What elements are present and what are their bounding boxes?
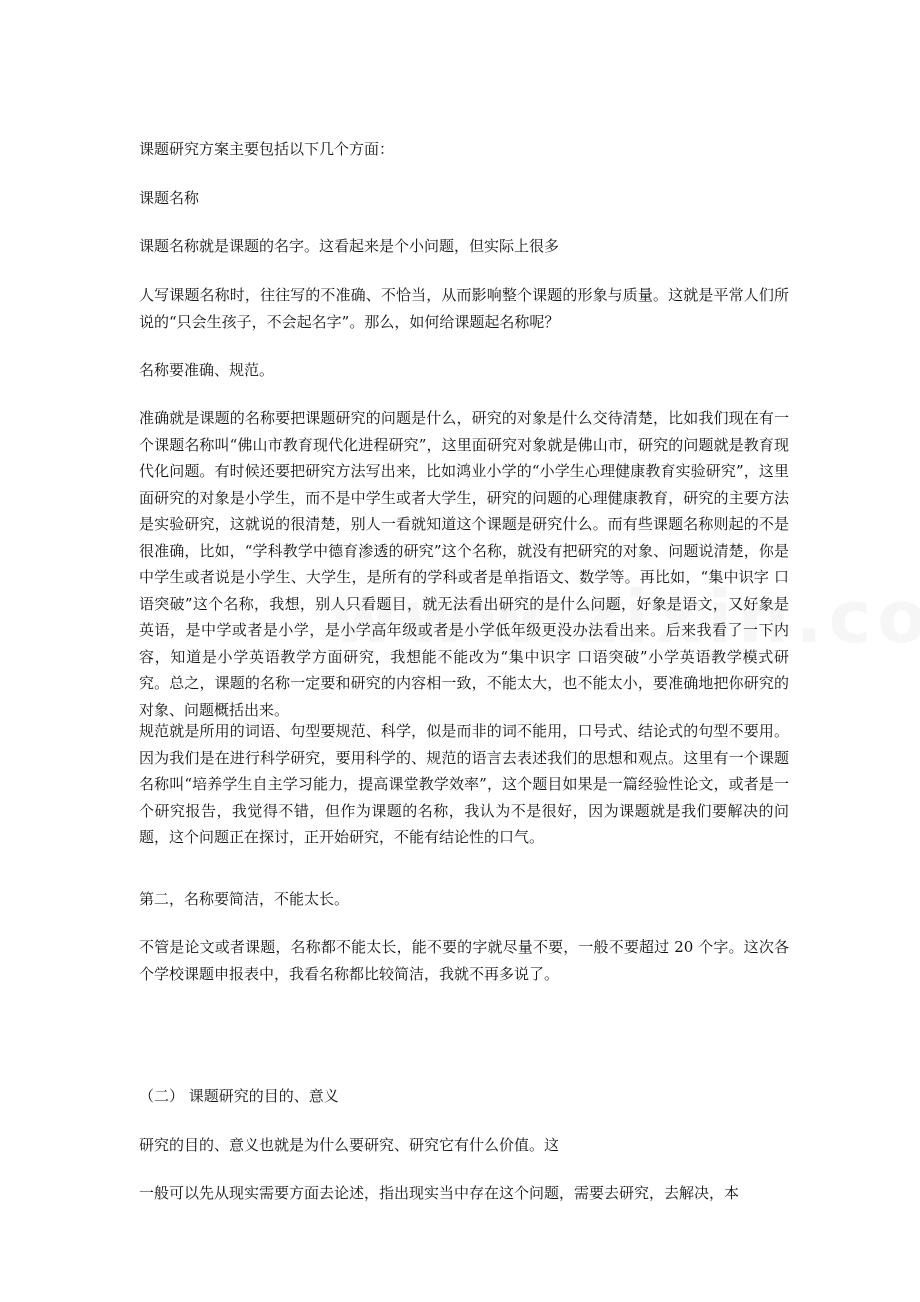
subheading-accuracy: 名称要准确、规范。 — [139, 361, 275, 379]
paragraph-concise: 不管是论文或者课题，名称都不能太长，能不要的字就尽量不要，一般不要超过 20 个字。这次各个学校课题申报表中，我看名称都比较简洁，我就不再多说了。 — [139, 938, 789, 983]
section-heading-purpose: （二） 课题研究的目的、意义 — [139, 1087, 339, 1105]
paragraph: 研究的目的、意义也就是为什么要研究、研究它有什么价值。这 — [139, 1136, 560, 1154]
subheading-concise: 第二，名称要简洁，不能太长。 — [139, 890, 350, 908]
paragraph: 课题名称就是课题的名字。这看起来是个小问题，但实际上很多 — [139, 237, 560, 255]
paragraph-accuracy: 准确就是课题的名称要把课题研究的问题是什么，研究的对象是什么交待清楚，比如我们现在有一个课题名称叫“佛山市教育现代化进程研究”，这里面研究对象就是佛山市，研究的问题就是教育现代化问题。有时候还要把研究方法写出来，比如鸿业小学的“小学生心理健康教育实验研究”，这里面研究的对象是小学生，而不是中学生或者大学生，研究的问题的心理健康教育，研究的主要方法是实验研究，这就说的很清楚，别人一看就知道这个课题是研究什么。而有些课题名称则起的不是很准确，比如，“学科教学中德育渗透的研究”这个名称，就没有把研究的对象、问题说清楚，你是中学生或者说是小学生、大学生，是所有的学科或者是单指语文、数学等。再比如，“集中识字 口语突破”这个名称，我想，别人只看题目，就无法看出研究的是什么问题，好象是语文，又好象是英语，是中学或者是小学，是小学高年级或者是小学低年级更没办法看出来。后来我看了一下内容，知道是小学英语教学方面研究，我想能不能改为“集中识字 口语突破”小学英语教学模式研究。总之，课题的名称一定要和研究的内容相一致，不能太大，也不能太小，要准确地把你研究的对象、问题概括出来。 — [139, 409, 789, 719]
paragraph: 一般可以先从现实需要方面去论述，指出现实当中存在这个问题，需要去研究，去解决，本 — [139, 1184, 740, 1202]
intro-line: 课题研究方案主要包括以下几个方面： — [139, 140, 395, 158]
section-heading-title: 课题名称 — [139, 189, 200, 207]
paragraph: 人写课题名称时，往往写的不准确、不恰当，从而影响整个课题的形象与质量。这就是平常人们所说的“只会生孩子，不会起名字”。那么，如何给课题起名称呢？ — [139, 286, 789, 331]
paragraph-standard: 规范就是所用的词语、句型要规范、科学，似是而非的词不能用，口号式、结论式的句型不要用。因为我们是在进行科学研究，要用科学的、规范的语言去表述我们的思想和观点。这里有一个课题名称叫“培养学生自主学习能力，提高课堂教学效率”，这个题目如果是一篇经验性论文，或者是一个研究报告，我觉得不错，但作为课题的名称，我认为不是很好，因为课题就是我们要解决的问题，这个问题正在探讨，正开始研究，不能有结论性的口气。 — [139, 722, 789, 846]
